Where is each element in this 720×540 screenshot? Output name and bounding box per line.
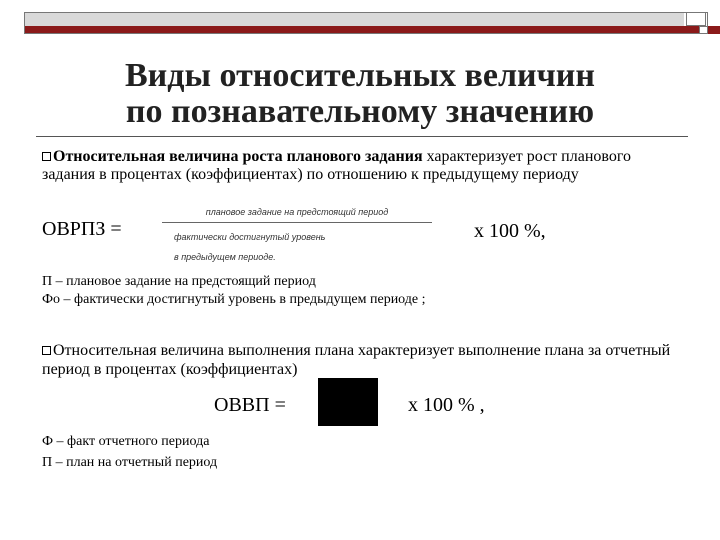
slide-title xyxy=(40,58,680,130)
formula-ovvp-multiplier: х 100 % , xyxy=(408,394,485,416)
paragraph-plan-fulfillment-text: Относительная величина выполнения плана характеризует выполнение плана за отчетный период в процентах (коэффициентах) xyxy=(42,342,671,378)
definition-p: П – плановое задание на предстоящий период xyxy=(42,274,316,289)
header-accent-bar xyxy=(24,26,720,34)
title-divider xyxy=(36,136,688,137)
paragraph-plan-fulfillment xyxy=(42,341,692,379)
fraction-numerator: плановое задание на предстоящий период xyxy=(205,207,389,217)
fraction-denominator-line-1: фактически достигнутый уровень xyxy=(174,232,326,242)
definition-f: Ф – факт отчетного периода xyxy=(42,434,210,449)
fraction-line xyxy=(162,222,432,223)
header-corner-square xyxy=(686,12,706,26)
term-growth-plan: Относительная величина роста планового задания xyxy=(53,148,423,165)
bullet-square-icon xyxy=(42,346,51,355)
paragraph-growth-plan-text: характеризует рост планового задания в процентах (коэффициентах) по отношению к предыдущему периоду xyxy=(42,148,631,183)
definition-fo: Фо – фактически достигнутый уровень в предыдущем периоде ; xyxy=(42,292,426,307)
fraction-denominator-line-2: в предыдущем периоде. xyxy=(174,252,276,262)
title-line-1: Виды относительных величин xyxy=(125,57,595,94)
formula-ovrpz-multiplier: х 100 %, xyxy=(474,220,546,242)
formula-ovrpz-label: ОВРПЗ = xyxy=(42,218,122,240)
header-corner-square-small xyxy=(699,26,708,34)
title-line-2: по познавательному значению xyxy=(125,93,595,130)
definition-plan: П – план на отчетный период xyxy=(42,455,218,470)
definitions-ovvp xyxy=(42,431,217,473)
definitions-ovrpz xyxy=(42,273,426,309)
formula-ovvp-label: ОВВП = xyxy=(214,394,286,416)
formula-ovvp-image-placeholder xyxy=(318,378,378,426)
bullet-square-icon xyxy=(42,152,51,161)
paragraph-growth-plan xyxy=(42,148,682,184)
header-grey-bar xyxy=(24,12,684,27)
